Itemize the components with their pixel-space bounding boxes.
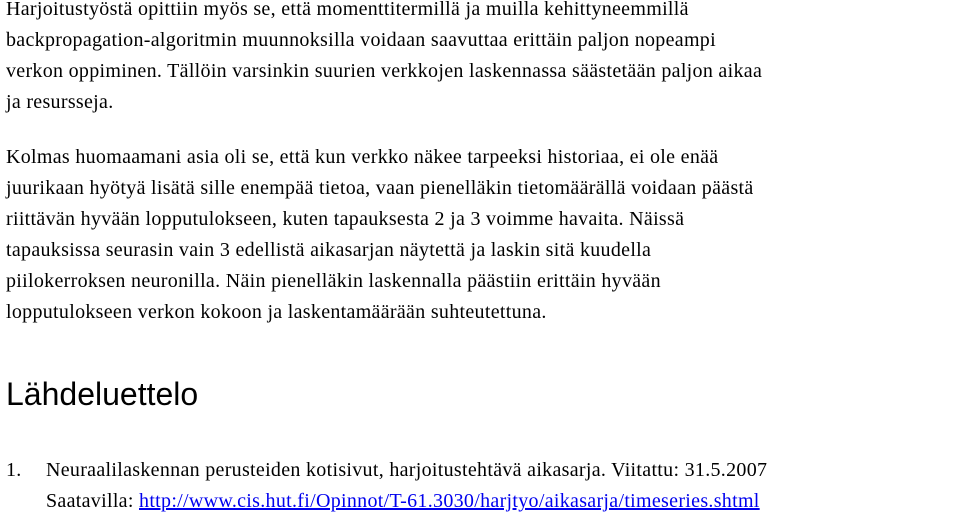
- reference-list: [6, 455, 767, 517]
- paragraph-line: verkon oppiminen. Tällöin varsinkin suurien verkkojen laskennassa säästetään paljon aikaa: [6, 60, 763, 82]
- paragraph-line: tapauksissa seurasin vain 3 edellistä aikasarjan näytettä ja laskin sitä kuudella: [6, 239, 652, 261]
- conclusion-paragraph-1: [6, 0, 762, 118]
- paragraph-line: ja resursseja.: [6, 91, 114, 113]
- reference-url-link[interactable]: http://www.cis.hut.fi/Opinnot/T-61.3030/harjtyo/aikasarja/timeseries.shtml: [139, 490, 760, 512]
- reference-availability: [46, 486, 767, 517]
- reference-text: Neuraalilaskennan perusteiden kotisivut, harjoitustehtävä aikasarja. Viitattu: 31.5.2007: [46, 459, 768, 481]
- paragraph-line: piilokerroksen neuronilla. Näin pienelläkin laskennalla päästiin erittäin hyvään: [6, 270, 661, 292]
- paragraph-line: backpropagation-algoritmin muunnoksilla voidaan saavuttaa erittäin paljon nopeampi: [6, 29, 716, 51]
- paragraph-line: Kolmas huomaamani asia oli se, että kun verkko näkee tarpeeksi historiaa, ei ole enää: [6, 146, 719, 168]
- conclusion-paragraph-2: [6, 142, 754, 328]
- paragraph-line: juurikaan hyötyä lisätä sille enempää tietoa, vaan pienelläkin tietomäärällä voidaan päästä: [6, 177, 754, 199]
- paragraph-line: riittävän hyvään lopputulokseen, kuten tapauksesta 2 ja 3 voimme havaita. Näissä: [6, 208, 685, 230]
- reference-item: [6, 455, 767, 517]
- paragraph-line: lopputulokseen verkon kokoon ja laskentamäärään suhteutettuna.: [6, 301, 547, 323]
- references-heading: Lähdeluettelo: [6, 376, 199, 412]
- reference-body: [46, 455, 767, 517]
- paragraph-line: Harjoitustyöstä opittiin myös se, että momenttitermillä ja muilla kehittyneemmillä: [6, 0, 689, 20]
- available-label: Saatavilla:: [46, 490, 140, 512]
- reference-number: 1.: [6, 459, 22, 481]
